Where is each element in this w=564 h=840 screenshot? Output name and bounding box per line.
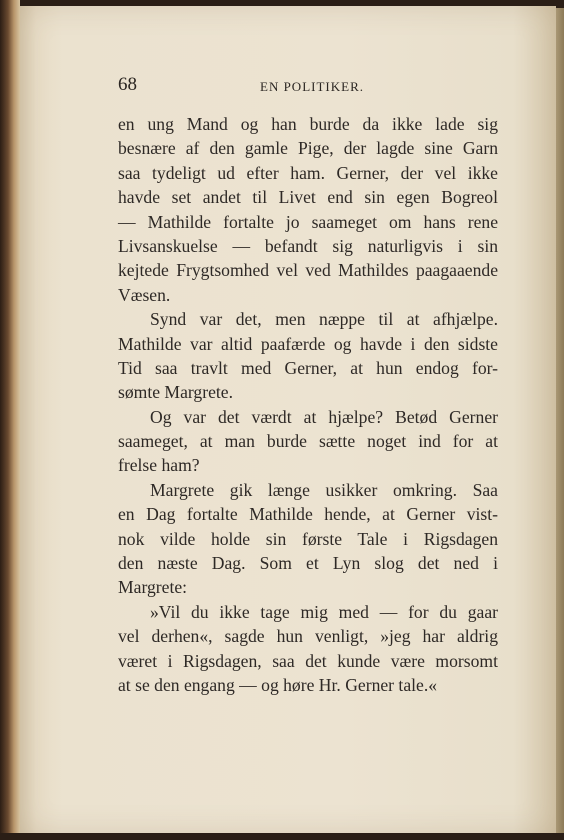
text-line: vel derhen«, sagde hun venligt, »jeg har aldrig [118, 626, 498, 647]
text-line: Mathilde var altid paafærde og havde i den sidste [118, 333, 498, 354]
paragraph [118, 405, 498, 478]
text-line: Margrete gik længe usikker omkring. Saa [150, 479, 498, 500]
text-line: Væsen. [118, 284, 171, 305]
text-line: kejtede Frygtsomhed vel ved Mathildes paagaaende [118, 260, 498, 281]
text-line: — Mathilde fortalte jo saameget om hans rene [118, 211, 498, 232]
text-line: besnære af den gamle Pige, der lagde sine Garn [118, 138, 498, 159]
text-line: saameget, at man burde sætte noget ind for at [118, 431, 498, 452]
text-line: havde set andet til Livet end sin egen Bogreol [118, 187, 498, 208]
paragraph [118, 307, 498, 405]
text-line: den næste Dag. Som et Lyn slog det ned i [118, 553, 498, 574]
running-title: EN POLITIKER. [260, 79, 364, 94]
text-line: en ung Mand og han burde da ikke lade sig [118, 114, 498, 134]
text-line: frelse ham? [118, 455, 200, 476]
text-line: Tid saa travlt med Gerner, at hun endog for- [118, 357, 498, 378]
page-header [118, 74, 498, 98]
page-number: 68 [118, 74, 137, 95]
book-spine-shadow [0, 0, 20, 840]
text-line: været i Rigsdagen, saa det kunde være morsomt [118, 650, 498, 671]
text-line: saa tydeligt ud efter ham. Gerner, der vel ikke [118, 162, 498, 183]
text-line: at se den engang — og høre Hr. Gerner tale.« [118, 674, 438, 695]
text-line: Synd var det, men næppe til at afhjælpe. [150, 309, 498, 330]
text-line: Margrete: [118, 577, 188, 598]
body-text [118, 112, 498, 697]
text-line: sømte Margrete. [118, 382, 233, 403]
text-line: en Dag fortalte Mathilde hende, at Gerner vist- [118, 504, 498, 525]
book-backdrop-bottom [0, 833, 564, 840]
text-line: nok vilde holde sin første Tale i Rigsdagen [118, 528, 498, 549]
paragraph [118, 112, 498, 307]
text-line: Og var det værdt at hjælpe? Betød Gerner [150, 406, 498, 427]
text-line: »Vil du ikke tage mig med — for du gaar [150, 601, 498, 622]
text-line: Livsanskuelse — befandt sig naturligvis i sin [118, 235, 498, 256]
paragraph [118, 600, 498, 698]
paragraph [118, 478, 498, 600]
